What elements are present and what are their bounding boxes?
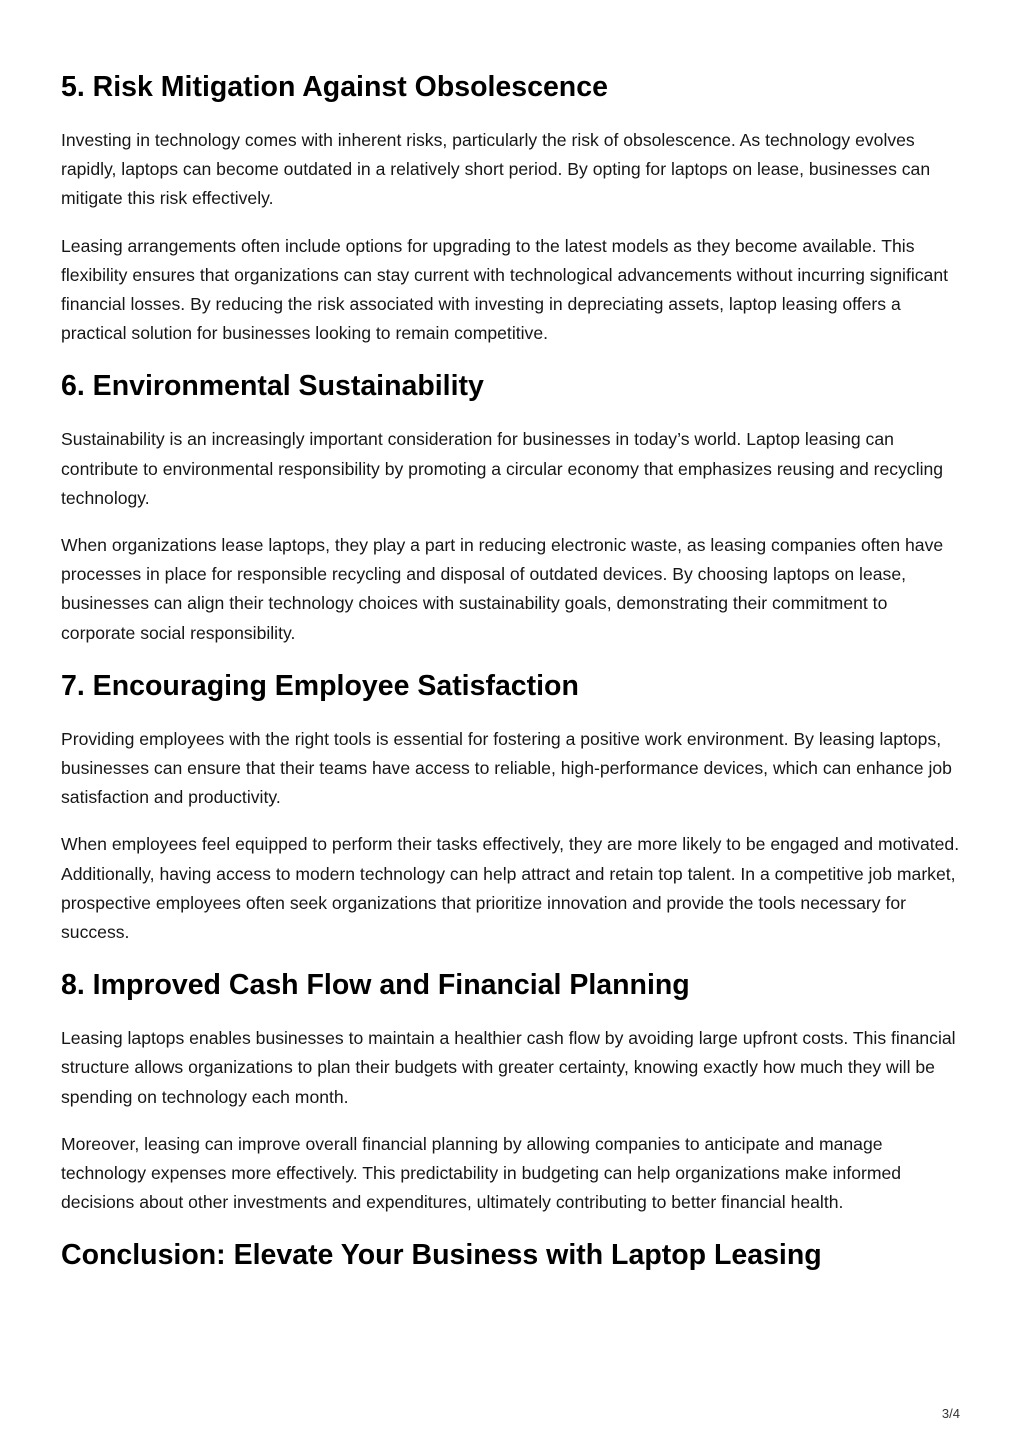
paragraph: Providing employees with the right tools is essential for fostering a positive work environment. By leasing laptops, businesses can ensure that their teams have access to reliable, high-performance devices, which can enhance job satisfaction and productivity. (61, 728, 952, 808)
document-page (61, 68, 966, 1294)
paragraph: Leasing arrangements often include options for upgrading to the latest models as they become available. This flexibility ensures that organizations can stay current with technological advancements without incurring significant financial losses. By reducing the risk associated with investing in depreciating assets, laptop leasing offers a practical solution for businesses looking to remain competitive. (61, 235, 948, 344)
paragraph: Investing in technology comes with inherent risks, particularly the risk of obsolescence. As technology evolves rapidly, laptops can become outdated in a relatively short period. By opting for laptops on lease, businesses can mitigate this risk effectively. (61, 130, 931, 209)
paragraph: When employees feel equipped to perform their tasks effectively, they are more likely to be engaged and motivated. Additionally, having access to modern technology can help attract and retain top talent. In a competitive job market, prospective employees often seek organizations that prioritize innovation and provide the tools necessary for success. (61, 834, 960, 943)
section-heading: 8. Improved Cash Flow and Financial Planning (61, 969, 690, 1002)
page-number: 3/4 (941, 1406, 960, 1421)
section-heading: 7. Encouraging Employee Satisfaction (61, 669, 579, 702)
conclusion-heading: Conclusion: Elevate Your Business with Laptop Leasing (61, 1239, 822, 1272)
section-heading: 5. Risk Mitigation Against Obsolescence (61, 71, 608, 103)
section-employee-satisfaction (61, 667, 966, 947)
section-conclusion (61, 1236, 966, 1274)
paragraph: When organizations lease laptops, they play a part in reducing electronic waste, as leasing companies often have processes in place for responsible recycling and disposal of outdated devices. By choosing laptops on lease, businesses can align their technology choices with sustainability goals, demonstrating their commitment to corporate social responsibility. (61, 535, 944, 643)
section-environmental-sustainability (61, 367, 966, 647)
section-cash-flow (61, 966, 966, 1217)
paragraph: Leasing laptops enables businesses to maintain a healthier cash flow by avoiding large upfront costs. This financial structure allows organizations to plan their budgets with greater certainty, knowing exactly how much they will be spending on technology each month. (61, 1028, 956, 1107)
section-heading: 6. Environmental Sustainability (61, 370, 484, 403)
paragraph: Moreover, leasing can improve overall financial planning by allowing companies to anticipate and manage technology expenses more effectively. This predictability in budgeting can help organizations make informed decisions about other investments and expenditures, ultimately contributing to better financial health. (61, 1133, 902, 1213)
section-risk-mitigation (61, 68, 966, 348)
paragraph: Sustainability is an increasingly important consideration for businesses in today’s world. Laptop leasing can contribute to environmental responsibility by promoting a circular economy that emphasizes reusing and recycling technology. (61, 429, 944, 508)
